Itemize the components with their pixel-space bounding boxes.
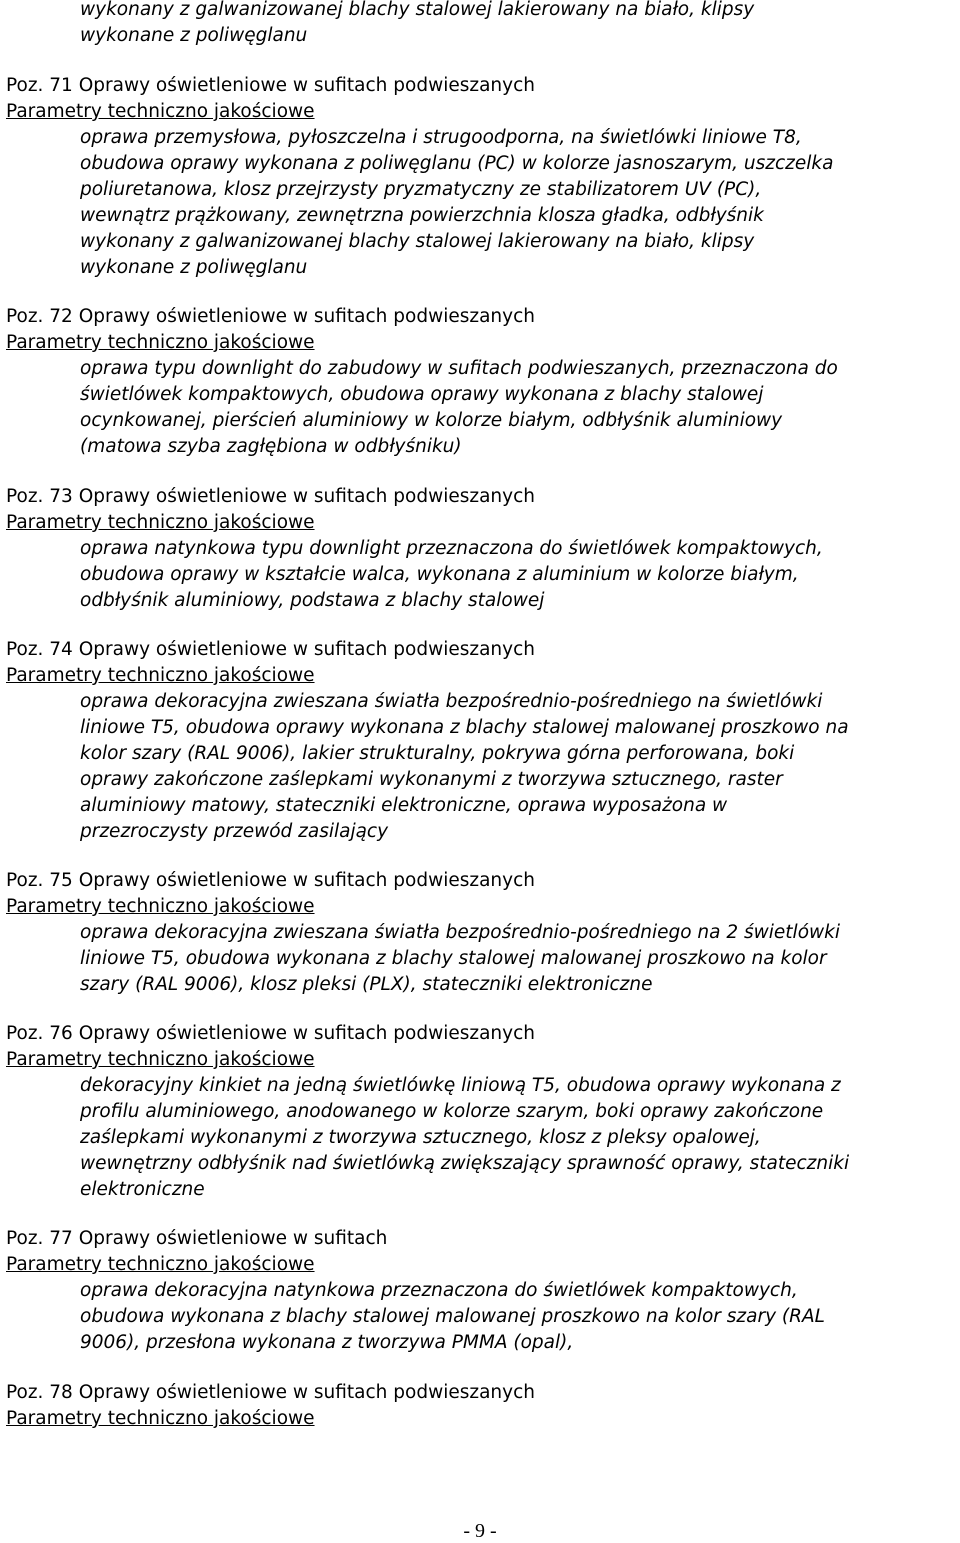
position-description: oprawa przemysłowa, pyłoszczelna i strugoodporna, na świetlówki liniowe T8, obudowa oprawy wykonana z poliwęglanu (PC) w kolorze jasnoszarym, uszczelka poliuretanowa, klosz przejrzysty pryzmatyczny ze stabilizatorem UV (PC), wewnątrz prążkowany, zewnętrzna powierzchnia klosza gładka, odbłyśnik wykonany z galwanizowanej blachy stalowej lakierowany na biało, klipsy wykonane z poliwęglanu <box>80 127 834 278</box>
params-label: Parametry techniczno jakościowe <box>6 332 315 353</box>
position-heading: Poz. 75 Oprawy oświetleniowe w sufitach podwieszanych <box>6 870 535 891</box>
position-description: oprawa dekoracyjna natynkowa przeznaczona do świetlówek kompaktowych, obudowa wykonana z blachy stalowej malowanej proszkowo na kolor szary (RAL 9006), przesłona wykonana z tworzywa PMMA (opal), <box>80 1280 825 1353</box>
position-heading: Poz. 71 Oprawy oświetleniowe w sufitach podwieszanych <box>6 75 535 96</box>
position-heading: Poz. 72 Oprawy oświetleniowe w sufitach podwieszanych <box>6 306 535 327</box>
position-heading: Poz. 76 Oprawy oświetleniowe w sufitach podwieszanych <box>6 1023 535 1044</box>
position-heading: Poz. 74 Oprawy oświetleniowe w sufitach podwieszanych <box>6 639 535 660</box>
position-description: oprawa dekoracyjna zwieszana światła bezpośrednio-pośredniego na 2 świetlówki liniowe T5, obudowa wykonana z blachy stalowej malowanej proszkowo na kolor szary (RAL 9006), klosz pleksi (PLX), stateczniki elektroniczne <box>80 922 840 995</box>
position-74 <box>6 637 958 845</box>
params-label: Parametry techniczno jakościowe <box>6 665 315 686</box>
position-heading: Poz. 78 Oprawy oświetleniowe w sufitach podwieszanych <box>6 1382 535 1403</box>
position-72 <box>6 304 958 460</box>
page-number: - 9 - <box>463 1520 497 1542</box>
params-label: Parametry techniczno jakościowe <box>6 896 315 917</box>
params-label: Parametry techniczno jakościowe <box>6 101 315 122</box>
position-heading: Poz. 73 Oprawy oświetleniowe w sufitach podwieszanych <box>6 486 535 507</box>
continued-description: wykonany z galwanizowanej blachy stalowej lakierowany na biało, klipsy wykonane z poliwęglanu <box>80 0 755 46</box>
position-heading: Poz. 77 Oprawy oświetleniowe w sufitach <box>6 1228 388 1249</box>
position-77 <box>6 1226 958 1356</box>
params-label: Parametry techniczno jakościowe <box>6 1408 315 1429</box>
position-description: dekoracyjny kinkiet na jedną świetlówkę liniową T5, obudowa oprawy wykonana z profilu aluminiowego, anodowanego w kolorze szarym, boki oprawy zakończone zaślepkami wykonanymi z tworzywa sztucznego, klosz z pleksy opalowej, wewnętrzny odbłyśnik nad świetlówką zwiększający sprawność oprawy, stateczniki elektroniczne <box>80 1075 850 1200</box>
position-71 <box>6 73 958 281</box>
params-label: Parametry techniczno jakościowe <box>6 512 315 533</box>
position-73 <box>6 484 958 614</box>
position-description: oprawa typu downlight do zabudowy w sufitach podwieszanych, przeznaczona do świetlówek kompaktowych, obudowa oprawy wykonana z blachy stalowej ocynkowanej, pierścień aluminiowy w kolorze białym, odbłyśnik aluminiowy (matowa szyba zagłębiona w odbłyśniku) <box>80 358 838 457</box>
params-label: Parametry techniczno jakościowe <box>6 1254 315 1275</box>
params-label: Parametry techniczno jakościowe <box>6 1049 315 1070</box>
position-description: oprawa dekoracyjna zwieszana światła bezpośrednio-pośredniego na świetlówki liniowe T5, obudowa oprawy wykonana z blachy stalowej malowanej proszkowo na kolor szary (RAL 9006), lakier strukturalny, pokrywa górna perforowana, boki oprawy zakończone zaślepkami wykonanymi z tworzywa sztucznego, raster aluminiowy matowy, stateczniki elektroniczne, oprawa wyposażona w przezroczysty przewód zasilający <box>80 691 849 842</box>
position-75 <box>6 868 958 998</box>
position-description: oprawa natynkowa typu downlight przeznaczona do świetlówek kompaktowych, obudowa oprawy w kształcie walca, wykonana z aluminium w kolorze białym, odbłyśnik aluminiowy, podstawa z blachy stalowej <box>80 538 823 611</box>
position-78 <box>6 1380 958 1432</box>
position-76 <box>6 1021 958 1203</box>
